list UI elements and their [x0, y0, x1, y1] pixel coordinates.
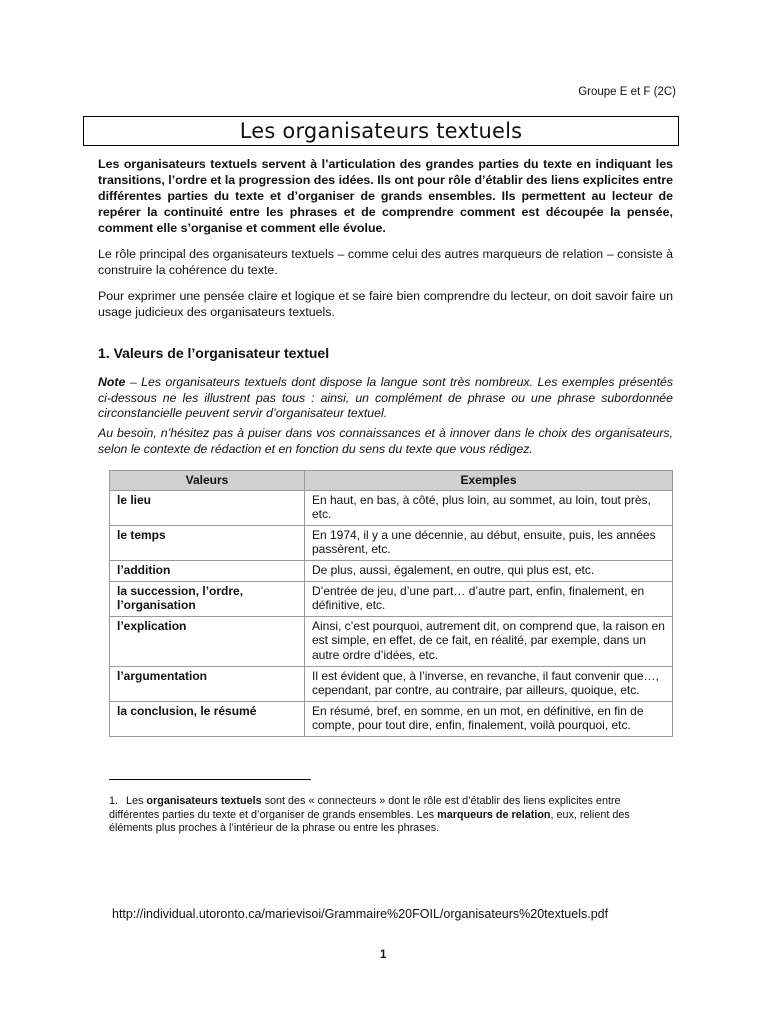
intro-paragraph-1	[98, 156, 673, 236]
note-label: Note	[98, 375, 126, 389]
row-value: l’addition	[110, 560, 305, 581]
row-examples: En haut, en bas, à côté, plus loin, au sommet, au loin, tout près, etc.	[305, 490, 673, 525]
intro-paragraph-3: Pour exprimer une pensée claire et logique et se faire bien comprendre du lecteur, on doit savoir faire un usage judicieux des organisateurs textuels.	[98, 289, 673, 319]
footnote-number: 1.	[109, 795, 119, 807]
row-value: le temps	[110, 525, 305, 560]
row-value: la succession, l’ordre, l’organisation	[110, 581, 305, 616]
footnote	[109, 795, 673, 836]
intro-p1-text: servent à l’articulation des grandes parties du texte en indiquant les transitions, l’ordre et la progression des idées. Ils ont pour rôle d’établir des liens explicites entre différentes parties du texte et d’organiser de grands ensembles. Ils permettent au lecteur de repérer la continuité entre les phrases et de comprendre comment est découpée la pensée, comment elle s’organise et comment elle évolue.	[98, 157, 673, 235]
source-url[interactable]: http://individual.utoronto.ca/marievisoi/Grammaire%20FOIL/organisateurs%20textuels.pdf	[112, 907, 609, 921]
intro-paragraph-2: Le rôle principal des organisateurs textuels – comme celui des autres marqueurs de relation – consiste à construire la cohérence du texte.	[98, 247, 673, 277]
row-examples: Ainsi, c’est pourquoi, autrement dit, on comprend que, la raison en est simple, en effet, de ce fait, en réalité, par exemple, dans un autre ordre d’idées, etc.	[305, 616, 673, 666]
row-examples: De plus, aussi, également, en outre, qui plus est, etc.	[305, 560, 673, 581]
row-value: la conclusion, le résumé	[110, 701, 305, 736]
section-heading: 1. Valeurs de l’organisateur textuel	[98, 345, 330, 361]
note-paragraph-2: Au besoin, n’hésitez pas à puiser dans vos connaissances et à innover dans le choix des organisateurs, selon le contexte de rédaction et en fonction du sens du texte que vous rédigez.	[98, 426, 673, 456]
header-valeurs: Valeurs	[110, 471, 305, 491]
group-label: Groupe E et F (2C)	[578, 86, 676, 98]
values-table	[109, 470, 673, 737]
row-value: le lieu	[110, 490, 305, 525]
footnote-text-c: , eux, relient des éléments plus proches à l’intérieur de la phrase ou entre les phrases.	[109, 808, 630, 835]
footnote-term-1: organisateurs textuels	[146, 795, 262, 807]
table-row	[110, 701, 673, 736]
page-title: Les organisateurs textuels	[239, 119, 523, 143]
table-row	[110, 616, 673, 666]
table-row	[110, 560, 673, 581]
table-row	[110, 666, 673, 701]
table-row	[110, 581, 673, 616]
page-number: 1	[380, 949, 387, 961]
table-row	[110, 490, 673, 525]
note-text: – Les organisateurs textuels dont dispose la langue sont très nombreux. Les exemples présentés ci-dessous ne les illustrent pas tous : ainsi, un complément de phrase ou une phrase subordonnée circonstancielle peuvent servir d’organisateur textuel.	[98, 375, 673, 420]
footnote-term-2: marqueurs de relation	[437, 808, 551, 821]
row-examples: D’entrée de jeu, d’une part… d’autre part, enfin, finalement, en définitive, etc.	[305, 581, 673, 616]
row-examples: En résumé, bref, en somme, en un mot, en définitive, en fin de compte, pour tout dire, enfin, finalement, voilà pourquoi, etc.	[305, 701, 673, 736]
row-value: l’argumentation	[110, 666, 305, 701]
note-paragraph	[98, 375, 673, 422]
title-box	[83, 116, 679, 146]
row-examples: Il est évident que, à l’inverse, en revanche, il faut convenir que…, cependant, par contre, au contraire, par ailleurs, quoique, etc.	[305, 666, 673, 701]
table-header-row	[110, 471, 673, 491]
footnote-divider	[109, 779, 311, 780]
footnote-text-a: Les	[126, 795, 147, 807]
row-value: l’explication	[110, 616, 305, 666]
row-examples: En 1974, il y a une décennie, au début, ensuite, puis, les années passèrent, etc.	[305, 525, 673, 560]
header-exemples: Exemples	[305, 471, 673, 491]
footnote-text-b: sont des « connecteurs » dont le rôle est d’établir des liens explicites entre différentes parties du texte et d’organiser de grands ensembles. Les	[109, 795, 621, 821]
table-row	[110, 525, 673, 560]
intro-term: Les organisateurs textuels	[98, 157, 258, 171]
